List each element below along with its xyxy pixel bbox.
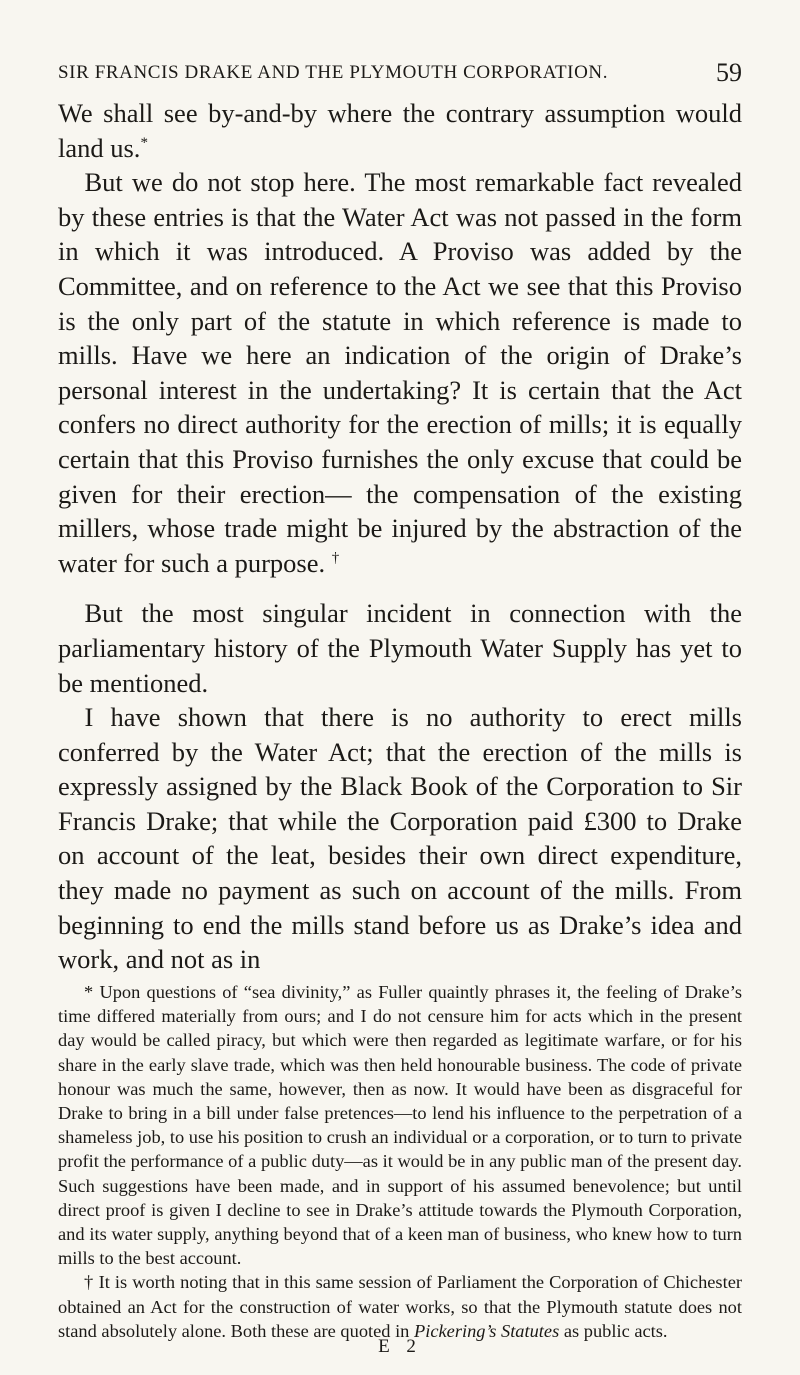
footnote-2 [58, 1270, 742, 1343]
signature-mark: E 2 [378, 1336, 422, 1357]
paragraph-3-text: But the most singular incident in connection with the parliamentary history of the Plymouth Water Supply has yet to be mentioned. [58, 598, 742, 698]
footnote-1-mark: * [84, 982, 94, 1002]
paragraph-4 [58, 700, 742, 977]
footnote-2-text-a: It is worth noting that in this same session of Parliament the Corporation of Chichester obtained an Act for the construction of water works, so that the Plymouth statute does not stand absolutely alone. Both these are quoted in [58, 1272, 742, 1341]
paragraph-2-text: But we do not stop here. The most remarkable fact revealed by these entries is that the Water Act was not passed in the form in which it was introduced. A Proviso was added by the Committee, and on reference to the Act we see that this Proviso is the only part of the statute in which reference is made to mills. Have we here an indication of the origin of Drake’s personal interest in the undertaking? It is certain that the Act confers no direct authority for the erection of mills; it is equally certain that this Proviso furnishes the only excuse that could be given for their erection— the compensation of the existing millers, whose trade might be injured by the abstraction of the water for such a purpose. [58, 167, 742, 578]
footnote-2-text-b: as public acts. [563, 1320, 668, 1341]
paragraph-3 [58, 596, 742, 700]
paragraph-2 [58, 165, 742, 580]
footnote-1-text: Upon questions of “sea divinity,” as Fuller quaintly phrases it, the feeling of Drake’s time differed materially from ours; and I do not censure him for acts which in the present day would be called piracy, but which were then regarded as legitimate warfare, or for his share in the early slave trade, which was then held honourable business. The code of private honour was much the same, however, then as now. It would have been as disgraceful for Drake to bring in a bill under false pretences—to lend his influence to the perpetration of a shameless job, to use his position to crush an individual or a corporation, or to turn to private profit the performance of a public duty—as it would be in any public man of the present day. Such suggestions have been made, and in support of his assumed benevolence; but until direct proof is given I decline to see in Drake’s attitude towards the Plymouth Corporation, and its water supply, anything beyond that of a keen man of business, who knew how to turn mills to the best account. [58, 982, 742, 1269]
paragraph-1 [58, 96, 742, 165]
page-number: 59 [716, 58, 742, 87]
running-head-title: SIR FRANCIS DRAKE AND THE PLYMOUTH CORPORATION. [58, 62, 609, 83]
footnote-2-mark: † [84, 1272, 94, 1293]
footnote-2-citation: Pickering’s Statutes [414, 1320, 560, 1341]
body-text [58, 96, 742, 977]
footnote-1 [58, 980, 742, 1270]
footnote-ref-asterisk: * [140, 134, 148, 151]
footnote-ref-dagger: † [331, 549, 340, 566]
paragraph-4-text: I have shown that there is no authority to erect mills conferred by the Water Act; that the erection of the mills is expressly assigned by the Black Book of the Corporation to Sir Francis Drake; that while the Corporation paid £300 to Drake on account of the leat, besides their own direct expenditure, they made no payment as such on account of the mills. From beginning to end the mills stand before us as Drake’s idea and work, and not as in [58, 702, 742, 975]
running-head [58, 58, 742, 88]
footnotes [58, 980, 742, 1343]
paragraph-1-text: We shall see by-and-by where the contrary assumption would land us. [58, 98, 742, 163]
